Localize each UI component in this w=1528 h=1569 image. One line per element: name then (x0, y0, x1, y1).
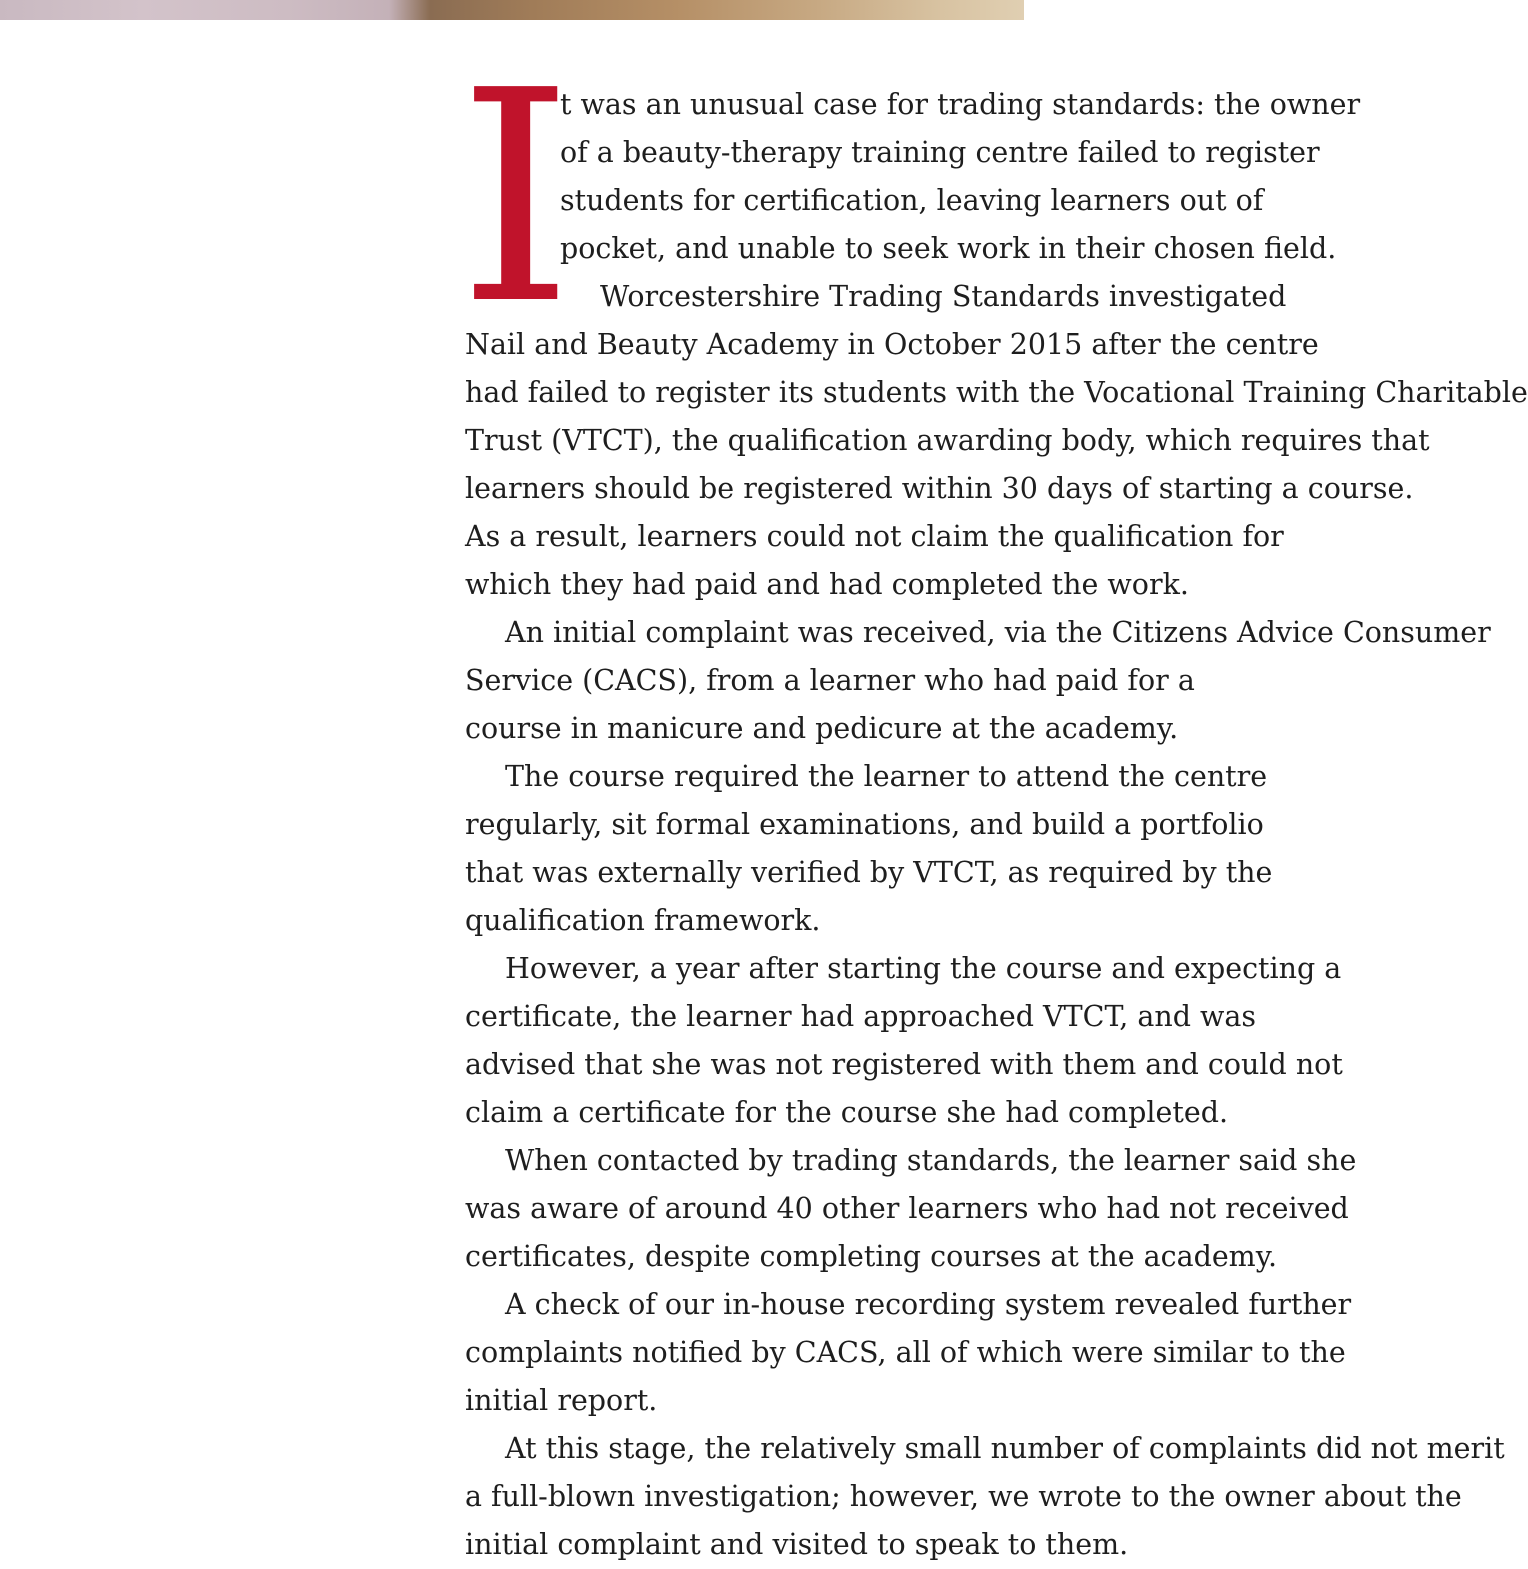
text-line: However, a year after starting the course and expecting a (505, 952, 1342, 985)
text-line: At this stage, the relatively small number of complaints did not merit (505, 1432, 1505, 1465)
text-line: An initial complaint was received, via the Citizens Advice Consumer (505, 616, 1491, 649)
text-line: course in manicure and pedicure at the academy. (465, 712, 1179, 745)
paragraph-8 (465, 1425, 1505, 1569)
text-line: pocket, and unable to seek work in their chosen field. (560, 232, 1337, 265)
text-line: of a beauty-therapy training centre failed to register (560, 136, 1320, 169)
text-line: claim a certificate for the course she had completed. (465, 1096, 1229, 1129)
header-photo-strip (0, 0, 1024, 20)
text-line: which they had paid and had completed the work. (465, 568, 1189, 601)
text-line: When contacted by trading standards, the learner said she (505, 1144, 1357, 1177)
text-line: initial complaint and visited to speak to them. (465, 1528, 1129, 1561)
paragraph-4 (465, 753, 1273, 945)
text-line: learners should be registered within 30 days of starting a course. (465, 472, 1414, 505)
text-line: qualification framework. (465, 904, 821, 937)
text-line: certificates, despite completing courses at the academy. (465, 1240, 1278, 1273)
text-line: that was externally verified by VTCT, as required by the (465, 856, 1273, 889)
text-line: students for certification, leaving learners out of (560, 184, 1264, 217)
drop-cap: I (458, 28, 574, 368)
text-line: complaints notified by CACS, all of which were similar to the (465, 1336, 1346, 1369)
text-line: had failed to register its students with the Vocational Training Charitable (465, 376, 1528, 409)
text-line: advised that she was not registered with them and could not (465, 1048, 1343, 1081)
text-line: regularly, sit formal examinations, and build a portfolio (465, 808, 1264, 841)
paragraph-6 (465, 1137, 1357, 1281)
text-line: t was an unusual case for trading standards: the owner (560, 88, 1361, 121)
text-line: A check of our in-house recording system revealed further (505, 1288, 1352, 1321)
text-line: The course required the learner to attend the centre (505, 760, 1268, 793)
paragraph-7 (465, 1281, 1352, 1425)
text-line: was aware of around 40 other learners who had not received (465, 1192, 1349, 1225)
paragraph-5 (465, 945, 1343, 1137)
text-line: As a result, learners could not claim the qualification for (465, 520, 1284, 553)
article-body (458, 28, 1528, 1569)
text-line: initial report. (465, 1384, 658, 1417)
paragraph-3 (465, 609, 1491, 753)
text-line: a full-blown investigation; however, we wrote to the owner about the (465, 1480, 1462, 1513)
text-line: Service (CACS), from a learner who had paid for a (465, 664, 1195, 697)
text-line: Trust (VTCT), the qualification awarding body, which requires that (465, 424, 1430, 457)
text-line: Nail and Beauty Academy in October 2015 after the centre (465, 328, 1319, 361)
text-line: Worcestershire Trading Standards investigated (600, 280, 1287, 313)
text-line: certificate, the learner had approached VTCT, and was (465, 1000, 1257, 1033)
